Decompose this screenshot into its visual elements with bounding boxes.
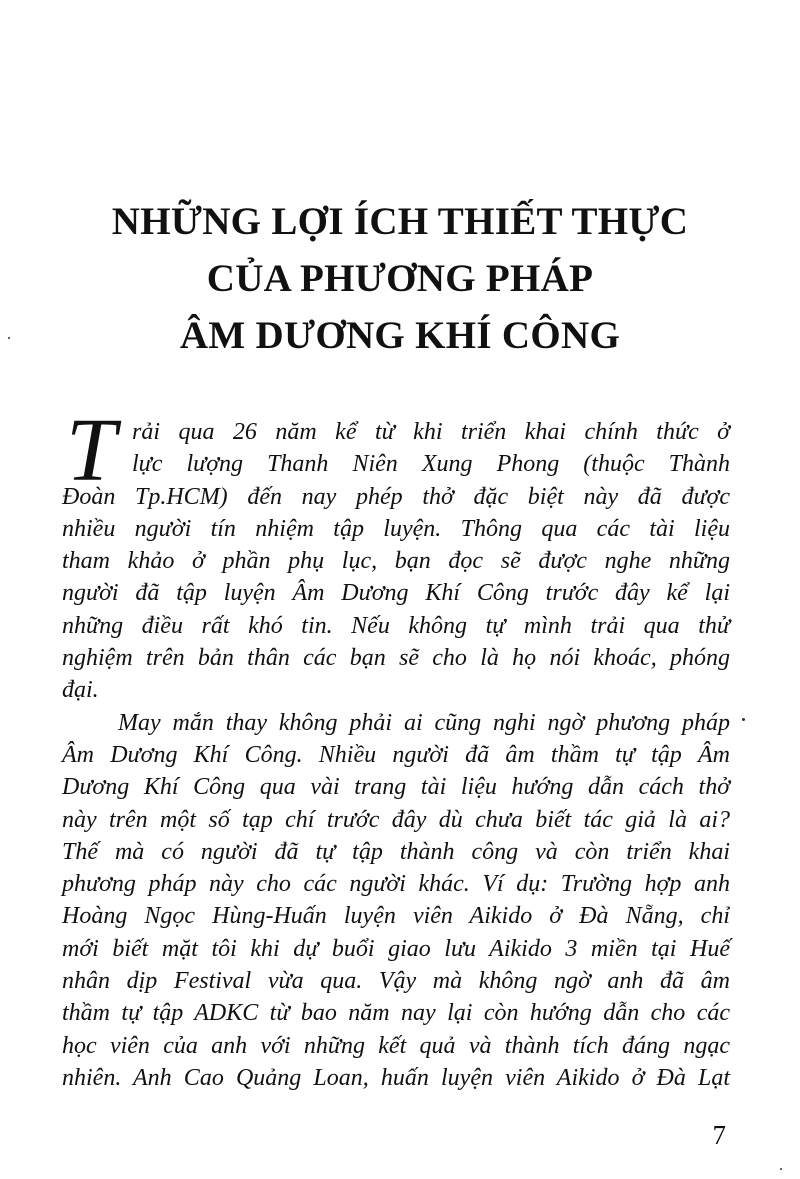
paragraph-1	[62, 416, 730, 707]
page-number: 7	[712, 1120, 726, 1150]
scan-speck	[780, 1168, 782, 1170]
paragraph-2-line: May mắn thay không phải ai cũng nghi ngờ phương pháp	[118, 709, 730, 736]
paragraph-1-line: Đoàn Tp.HCM) đến nay phép thở đặc biệt này đã được	[62, 483, 730, 510]
paragraph-1-line: đại.	[62, 677, 99, 704]
chapter-title-line-1: NHỮNG LỢI ÍCH THIẾT THỰC	[111, 200, 689, 243]
chapter-title-line-2: CỦA PHƯƠNG PHÁP	[206, 257, 594, 300]
paragraph-2-line: mới biết mặt tôi khi dự buổi giao lưu Aikido 3 miền tại Huế	[62, 935, 730, 962]
drop-cap: T	[66, 401, 117, 500]
paragraph-2-line: Hoàng Ngọc Hùng-Huấn luyện viên Aikido ở Đà Nẵng, chỉ	[62, 903, 730, 930]
paragraph-1-line: những điều rất khó tin. Nếu không tự mình trải qua thử	[62, 612, 730, 639]
paragraph-2-line: Thế mà có người đã tự tập thành công và còn triển khai	[62, 838, 730, 865]
paragraph-2-line: nhân dịp Festival vừa qua. Vậy mà không ngờ anh đã âm	[62, 968, 730, 995]
paragraph-2-line: phương pháp này cho các người khác. Ví dụ: Trường hợp anh	[62, 871, 730, 898]
paragraph-1-line: nghiệm trên bản thân các bạn sẽ cho là họ nói khoác, phóng	[62, 645, 730, 672]
paragraph-2-line: Âm Dương Khí Công. Nhiều người đã âm thầm tự tập Âm	[62, 741, 730, 768]
paragraph-1-line: tham khảo ở phần phụ lục, bạn đọc sẽ được nghe những	[62, 548, 730, 575]
paragraph-1-line: rải qua 26 năm kể từ khi triển khai chính thức ở	[132, 419, 730, 445]
chapter-title	[60, 193, 740, 364]
paragraph-2-line: nhiên. Anh Cao Quảng Loan, huấn luyện viên Aikido ở Đà Lạt	[62, 1064, 730, 1091]
body-text	[62, 416, 730, 1094]
scan-speck	[742, 718, 745, 721]
chapter-title-line-3: ÂM DƯƠNG KHÍ CÔNG	[179, 314, 621, 357]
scan-speck	[8, 337, 10, 339]
paragraph-2-line: này trên một số tạp chí trước đây dù chưa biết tác giả là ai?	[62, 806, 730, 833]
paragraph-2-line: học viên của anh với những kết quả và thành tích đáng ngạc	[62, 1032, 730, 1059]
paragraph-2	[62, 707, 730, 1095]
paragraph-1-line: nhiều người tín nhiệm tập luyện. Thông qua các tài liệu	[62, 515, 730, 542]
paragraph-1-line: lực lượng Thanh Niên Xung Phong (thuộc Thành	[132, 451, 730, 478]
paragraph-1-line: người đã tập luyện Âm Dương Khí Công trước đây kể lại	[62, 580, 730, 607]
paragraph-2-line: Dương Khí Công qua vài trang tài liệu hướng dẫn cách thở	[62, 774, 730, 801]
paragraph-2-line: thầm tự tập ADKC từ bao năm nay lại còn hướng dẫn cho các	[62, 1000, 730, 1027]
